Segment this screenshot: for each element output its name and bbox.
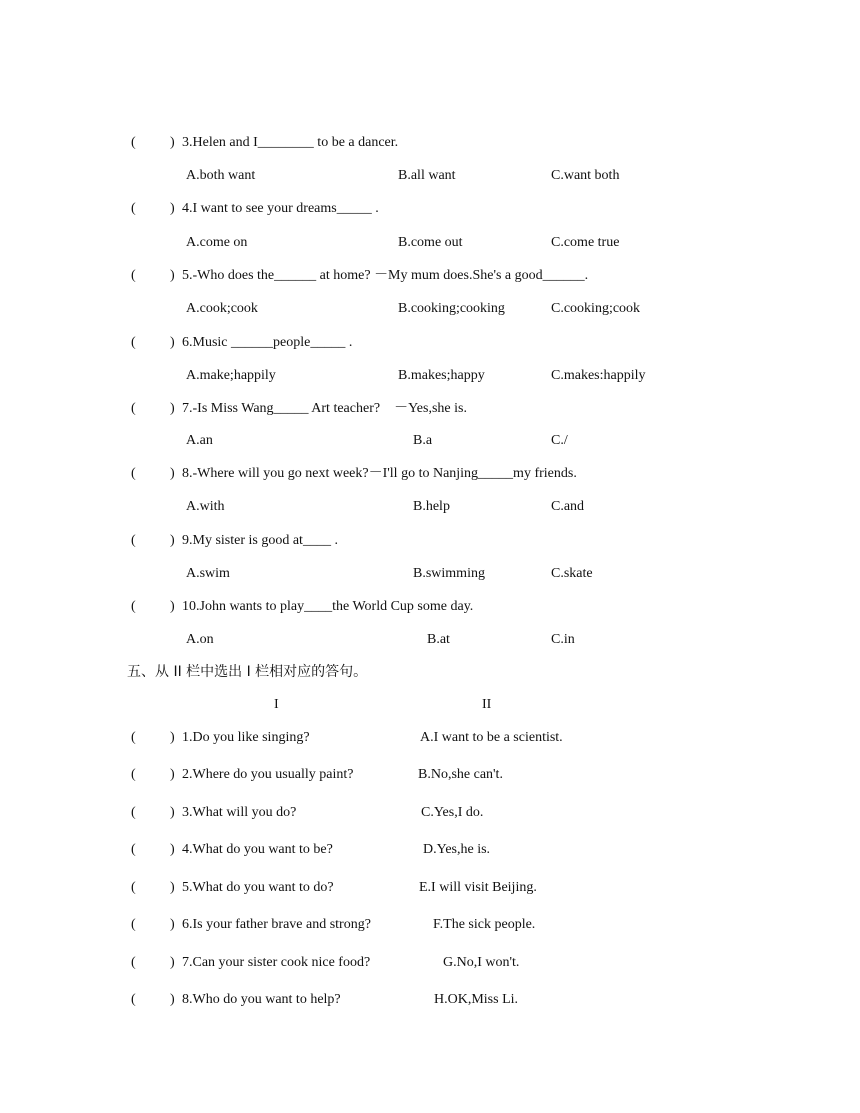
match-question: 4.What do you want to be? [182, 842, 333, 857]
answer-paren-open: ( [131, 599, 136, 614]
option-c: C.skate [551, 566, 593, 581]
option-a: A.an [186, 433, 213, 448]
answer-paren-open: ( [131, 466, 136, 481]
option-a: A.cook;cook [186, 301, 258, 316]
answer-paren-close: ) [170, 401, 175, 416]
answer-paren-close: ) [170, 466, 175, 481]
answer-paren-open: ( [131, 533, 136, 548]
answer-paren-open: ( [131, 401, 136, 416]
question-stem: 10.John wants to play____the World Cup some day. [182, 599, 474, 614]
option-b: B.swimming [413, 566, 485, 581]
column-heading-i: I [274, 697, 279, 712]
option-c: C.in [551, 632, 575, 647]
answer-paren-open: ( [131, 917, 136, 932]
option-c: C.want both [551, 168, 620, 183]
option-c: C./ [551, 433, 568, 448]
question-stem: 4.I want to see your dreams_____ . [182, 201, 379, 216]
column-heading-ii: II [482, 697, 492, 712]
answer-paren-open: ( [131, 135, 136, 150]
answer-paren-close: ) [170, 268, 175, 283]
option-a: A.swim [186, 566, 230, 581]
option-b: B.come out [398, 235, 463, 250]
answer-paren-open: ( [131, 880, 136, 895]
answer-paren-close: ) [170, 767, 175, 782]
answer-paren-close: ) [170, 880, 175, 895]
match-question: 3.What will you do? [182, 805, 297, 820]
answer-paren-close: ) [170, 842, 175, 857]
option-c: C.makes:happily [551, 368, 646, 383]
option-b: B.all want [398, 168, 456, 183]
answer-paren-open: ( [131, 805, 136, 820]
match-answer: D.Yes,he is. [423, 842, 491, 857]
match-answer: F.The sick people. [433, 917, 536, 932]
option-b: B.cooking;cooking [398, 301, 505, 316]
match-answer: C.Yes,I do. [421, 805, 484, 820]
answer-paren-open: ( [131, 992, 136, 1007]
match-question: 2.Where do you usually paint? [182, 767, 354, 782]
answer-paren-close: ) [170, 135, 175, 150]
question-stem: 3.Helen and I________ to be a dancer. [182, 135, 399, 150]
match-answer: G.No,I won't. [443, 955, 520, 970]
option-a: A.make;happily [186, 368, 276, 383]
option-a: A.with [186, 499, 225, 514]
match-question: 6.Is your father brave and strong? [182, 917, 371, 932]
match-question: 1.Do you like singing? [182, 730, 310, 745]
match-question: 5.What do you want to do? [182, 880, 334, 895]
answer-paren-close: ) [170, 992, 175, 1007]
answer-paren-open: ( [131, 335, 136, 350]
match-answer: E.I will visit Beijing. [419, 880, 537, 895]
match-question: 7.Can your sister cook nice food? [182, 955, 371, 970]
option-b: B.help [413, 499, 450, 514]
answer-paren-close: ) [170, 599, 175, 614]
option-b: B.makes;happy [398, 368, 485, 383]
question-stem: 5.-Who does the______ at home? －My mum does.She's a good______. [182, 268, 589, 283]
answer-paren-open: ( [131, 767, 136, 782]
section-title: 五、从 II 栏中选出 I 栏相对应的答句。 [127, 664, 368, 680]
match-question: 8.Who do you want to help? [182, 992, 341, 1007]
match-answer: B.No,she can't. [418, 767, 503, 782]
answer-paren-close: ) [170, 201, 175, 216]
question-stem: 8.-Where will you go next week?－I'll go to Nanjing_____my friends. [182, 466, 577, 481]
option-b: B.at [427, 632, 450, 647]
answer-paren-open: ( [131, 268, 136, 283]
option-c: C.and [551, 499, 585, 514]
question-stem: 9.My sister is good at____ . [182, 533, 338, 548]
option-c: C.come true [551, 235, 620, 250]
question-stem: 7.-Is Miss Wang_____ Art teacher? －Yes,she is. [182, 401, 467, 416]
option-a: A.on [186, 632, 214, 647]
match-answer: A.I want to be a scientist. [420, 730, 563, 745]
answer-paren-open: ( [131, 842, 136, 857]
option-a: A.come on [186, 235, 248, 250]
match-answer: H.OK,Miss Li. [434, 992, 519, 1007]
option-c: C.cooking;cook [551, 301, 641, 316]
answer-paren-close: ) [170, 917, 175, 932]
answer-paren-close: ) [170, 335, 175, 350]
option-a: A.both want [186, 168, 256, 183]
answer-paren-close: ) [170, 533, 175, 548]
answer-paren-open: ( [131, 955, 136, 970]
answer-paren-close: ) [170, 730, 175, 745]
option-b: B.a [413, 433, 433, 448]
answer-paren-close: ) [170, 805, 175, 820]
answer-paren-open: ( [131, 730, 136, 745]
answer-paren-close: ) [170, 955, 175, 970]
answer-paren-open: ( [131, 201, 136, 216]
question-stem: 6.Music ______people_____ . [182, 335, 353, 350]
